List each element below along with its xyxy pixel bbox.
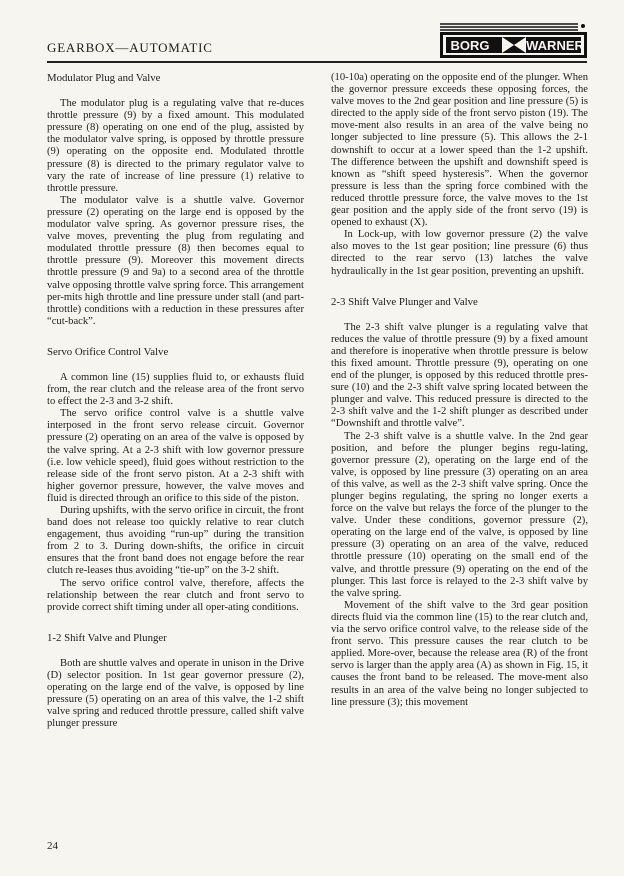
left-column	[47, 72, 304, 731]
header-rule	[47, 61, 587, 63]
section-heading: Servo Orifice Control Valve	[47, 345, 169, 358]
paragraph: Both are shuttle valves and operate in unison in the Drive (D) selector position. In 1st gear governor pressure (2), operating on the large end of the valve, is opposed by line pressure (5) operating on an area of this valve, the 1-2 shift valve spring and reduced throttle pressure, called shift valve plunger pressure	[47, 657, 304, 730]
section-heading: Modulator Plug and Valve	[47, 72, 161, 84]
spacer	[47, 84, 304, 98]
paragraph: The 2-3 shift valve is a shuttle valve. In the 2nd gear position, and before the plunger begins regu-lating, governor pressure (2), operating on the large end of the valve, is opposed by line pressure (3) operating on an area of this valve, as well as the 2-3 shift valve spring. Once the plunger begins regulating, the spring no longer exerts a force on the valve but relays the force of the plunger to the valve. Under these conditions, governor pressure (2), operating on the large end of the valve, is opposed by line pressure (3) operating on an area of the valve, reduced throttle pressure (10) operating on the small end of the valve, and throttle pressure (9) operating on the end of the plunger. This last force is relayed to the 2-3 shift valve by the valve spring.	[331, 430, 588, 599]
paragraph: During upshifts, with the servo orifice in circuit, the front band does not release too quickly relative to rear clutch engagement, thus avoiding “run-up” during the transition from 2 to 3. During down-shifts, the orifice in circuit ensures that the front band does not engage before the rear clutch re-leases thus avoiding “tie-up” on the 3-2 shift.	[47, 505, 304, 577]
spacer	[47, 328, 304, 346]
paragraph: A common line (15) supplies fluid to, or exhausts fluid from, the rear clutch and the release area of the front servo to effect the 2-3 and 3-2 shift.	[47, 371, 304, 408]
spacer	[47, 644, 304, 658]
paragraph: The modulator valve is a shuttle valve. Governor pressure (2) operating on the large end is opposed by the modulator valve spring. As governor pressure rises, the valve moves, preventing the plug from regulating and modulated throttle pressure (8) then becomes equal to throttle pressure (9). Moreover this movement directs throttle pressure (9 and 9a) to a second area of the throttle valve opposing throttle valve spring force. This arrangement per-mits high throttle and line pressure under stall (and part-throttle) conditions with a reduction in these pressures after “cut-back”.	[47, 194, 304, 327]
spacer	[331, 308, 588, 322]
section-heading: 1-2 Shift Valve and Plunger	[47, 631, 167, 644]
paragraph: Movement of the shift valve to the 3rd gear position directs fluid via the common line (15) to the rear clutch and, via the servo orifice control valve, to the release side of the front servo. This pressure causes the rear clutch to be applied. More-over, because the release area (R) of the front servo is larger than the apply area (A) as shown in Fig. 15, it causes the front band to be released. The move-ment also results in an area of the valve being no longer subjected to line pressure (3); this movement	[331, 599, 588, 708]
spacer	[47, 614, 304, 632]
spacer	[331, 278, 588, 296]
page-header	[47, 36, 587, 60]
paragraph: (10-10a) operating on the opposite end of the plunger. When the governor pressure exceeds these opposing forces, the valve moves to the 2nd gear position and line pressure (5) is directed to the apply side of the front servo piston (19). The move-ment also results in an area of the valve being no longer subjected to line pressure (5). This allows the 2-1 downshift to occur at a lower speed than the 1-2 upshift. The difference between the upshift and downshift speed is known as “shift speed hysteresis”. When the governor pressure is less than the spring force combined with the reduced throttle pressure force, the valve moves to the 1st gear position and the apply side of the front servo (19) is opened to exhaust (X).	[331, 72, 588, 229]
paragraph: The 2-3 shift valve plunger is a regulating valve that reduces the value of throttle pressure (9) by a fixed amount and therefore is inoperative when throttle pressure is below this fixed amount. Throttle pressure (9), operating on one end of the plunger, is opposed by this reduced throttle pres-sure (10) and the 2-3 shift valve spring located between the plunger and valve. This reduced pressure is directed to the 2-3 shift valve and the 1-2 shift plunger as described under “Downshift and throttle valve”.	[331, 321, 588, 430]
spacer	[47, 358, 304, 372]
logo-text-left: BORG	[450, 38, 490, 53]
right-column	[331, 72, 588, 709]
paragraph: The servo orifice control valve, therefore, affects the relationship between the rear clutch and front servo to provide correct shift timing under all oper-ating conditions.	[47, 577, 304, 613]
borg-warner-logo	[440, 22, 587, 58]
paragraph: The modulator plug is a regulating valve that re-duces throttle pressure (9) by a fixed amount. This modulated pressure (8) operating on one end of the plug, assisted by the modulator valve spring, is opposed by throttle pressure (9) operating on the opposite end. Modulated throttle pressure (8) is directed to the primary regulator valve to vary the rate of increase of line pressure (1) relative to throttle pressure.	[47, 98, 304, 194]
logo-text-right: WARNER	[526, 38, 584, 53]
paragraph: In Lock-up, with low governor pressure (2) the valve also moves to the 1st gear position; line pressure (6) thus directed to the rear servo (13) latches the valve hydraulically in the 1st gear position, preventing an upshift.	[331, 229, 588, 277]
section-heading: 2-3 Shift Valve Plunger and Valve	[331, 295, 478, 308]
page-number: 24	[47, 840, 58, 852]
header-title: GEARBOX—AUTOMATIC	[47, 40, 213, 55]
paragraph: The servo orifice control valve is a shuttle valve interposed in the front servo release circuit. Governor pressure (2) operating on an area of the valve is opposed by the valve spring. At a 2-3 shift with low governor pressure (i.e. low vehicle speed), fluid goes without restriction to the release side of the front servo piston. At a 2-3 shift with higher governor pressure, however, the valve moves and fluid is directed through an orifice to this side of the piston.	[47, 408, 304, 504]
